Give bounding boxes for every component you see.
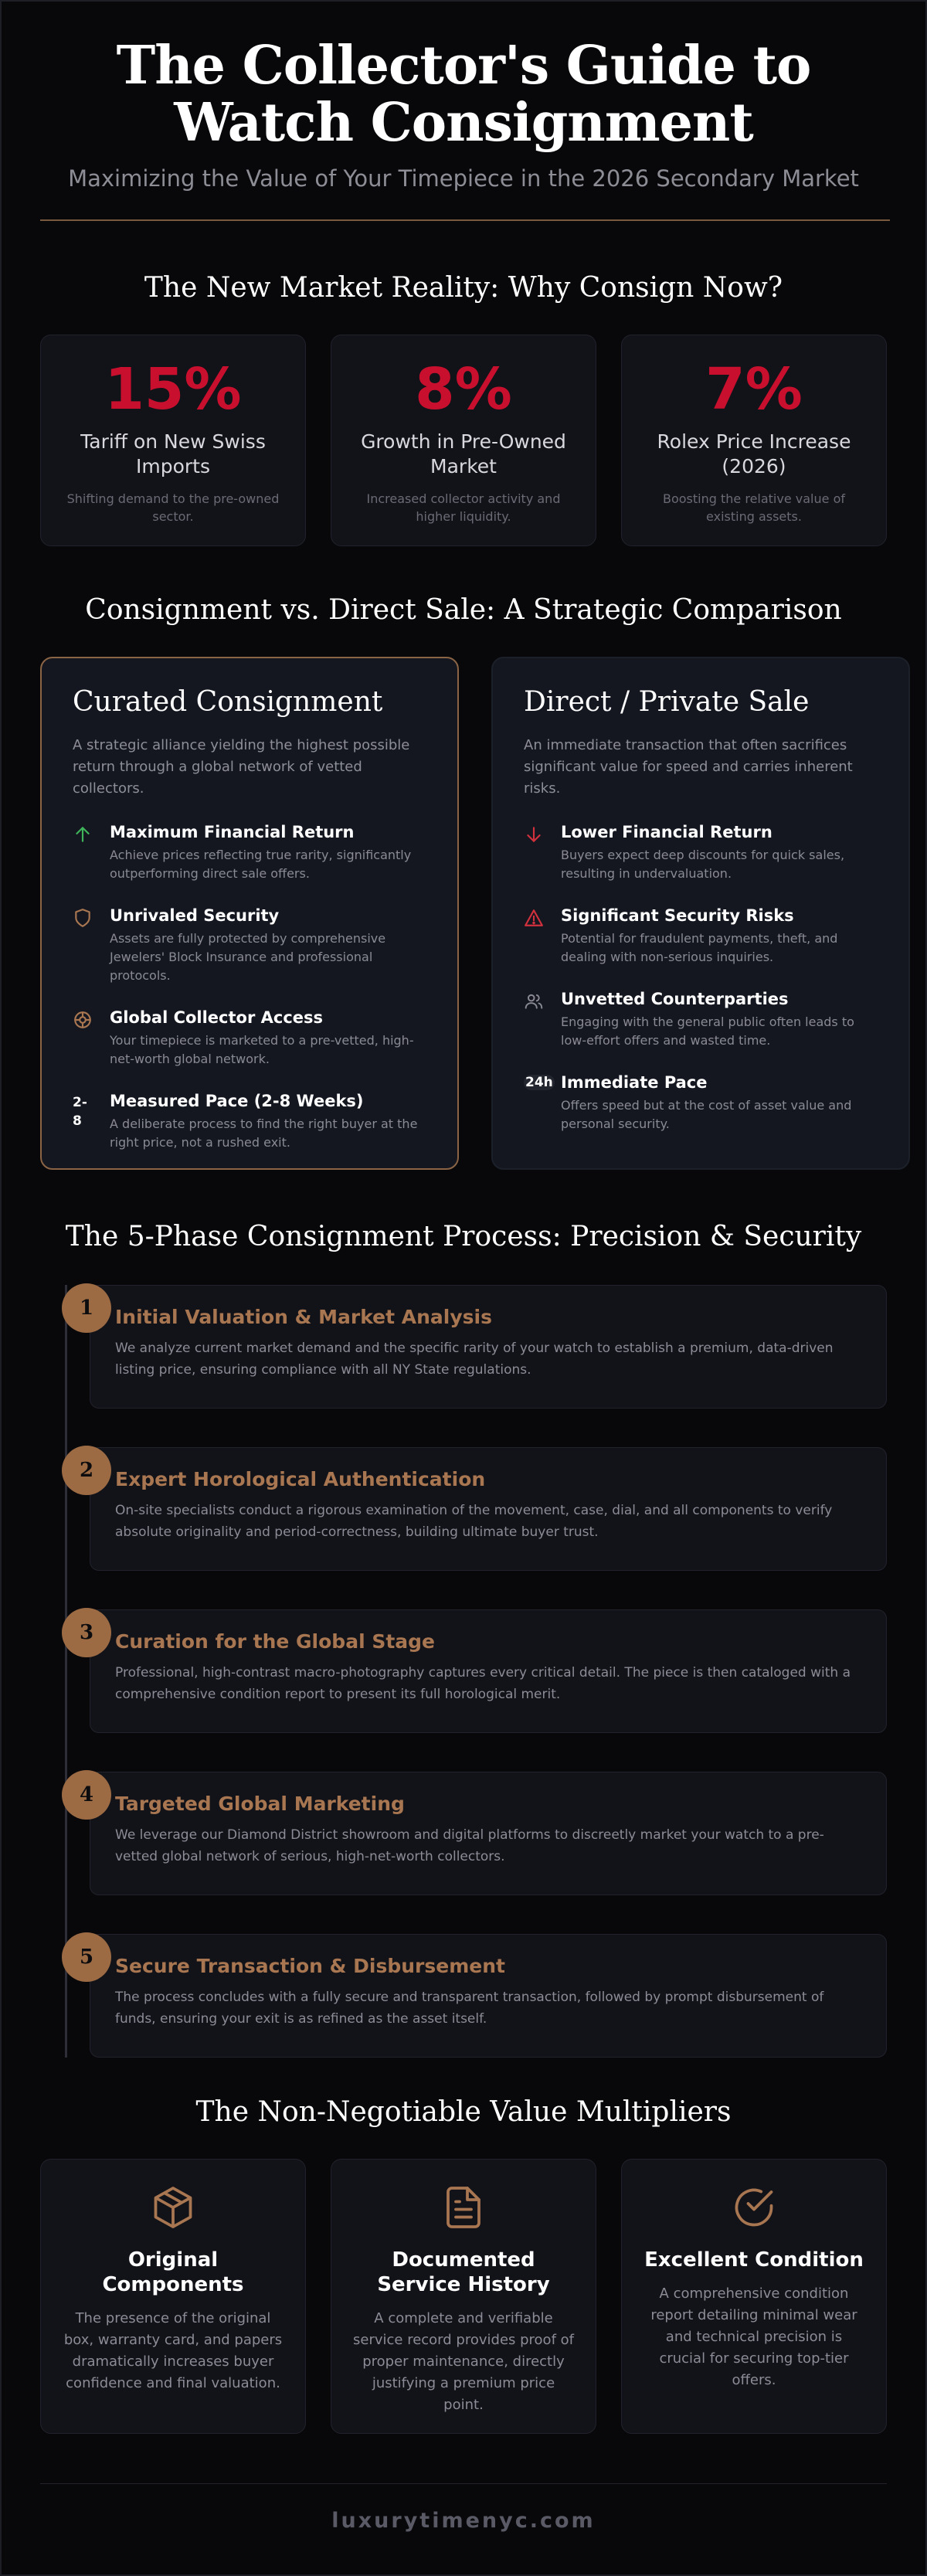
- multiplier-card: [331, 2159, 596, 2434]
- step-title: Curation for the Global Stage: [115, 1630, 436, 1653]
- card-intro: An immediate transaction that often sacrifices significant value for speed and carries inherent risks.: [524, 737, 853, 797]
- risk-item: [524, 1073, 878, 1133]
- step-number: 5: [62, 1932, 111, 1982]
- crosshair-icon: [73, 1008, 100, 1069]
- benefit-item: [73, 1092, 426, 1152]
- step-title: Initial Valuation & Market Analysis: [115, 1306, 492, 1328]
- stats-section-title: The New Market Reality: Why Consign Now?: [144, 272, 783, 304]
- risk-title: Immediate Pace: [561, 1073, 708, 1092]
- step-title: Expert Horological Authentication: [115, 1468, 486, 1490]
- pace-badge: 2-8: [73, 1095, 87, 1129]
- step-description: The process concludes with a fully secure and transparent transaction, followed by prompt disbursement of funds, ensuring your exit is as refined as the asset itself.: [115, 1990, 824, 2027]
- stat-card: [621, 335, 887, 546]
- multiplier-card: [621, 2159, 887, 2434]
- benefit-title: Global Collector Access: [110, 1008, 324, 1027]
- process-step: [79, 1772, 887, 1895]
- stat-card: [331, 335, 596, 546]
- benefit-title: Measured Pace (2-8 Weeks): [110, 1092, 364, 1110]
- comparison-row: [40, 657, 887, 1170]
- shield-icon: [73, 906, 100, 985]
- multipliers-row: [40, 2159, 887, 2434]
- pace-badge: 24h: [525, 1075, 553, 1090]
- step-description: Professional, high-contrast macro-photography captures every critical detail. The piece is then cataloged with a comprehensive condition report to present its full horological merit.: [115, 1665, 851, 1702]
- arrow-down-icon: [524, 823, 552, 883]
- multiplier-description: The presence of the original box, warranty card, and papers dramatically increases buyer confidence and final valuation.: [63, 2310, 283, 2391]
- step-number: 4: [62, 1770, 111, 1820]
- risk-item: [524, 906, 878, 967]
- document-icon: [331, 2184, 596, 2234]
- multiplier-title: Excellent Condition: [644, 2248, 864, 2272]
- step-title: Secure Transaction & Disbursement: [115, 1955, 505, 1977]
- footer-domain-link[interactable]: luxurytimenyc.com: [331, 2509, 596, 2533]
- benefit-description: Your timepiece is marketed to a pre-vetted, high-net-worth global network.: [110, 1033, 414, 1066]
- multiplier-card: [40, 2159, 306, 2434]
- header: [40, 2, 887, 221]
- curated-consignment-card: [40, 657, 459, 1170]
- process-step: [79, 1609, 887, 1733]
- stats-row: [40, 335, 887, 546]
- multiplier-description: A complete and verifiable service record provides proof of proper maintenance, directly justifying a premium price point.: [353, 2310, 574, 2413]
- arrow-up-icon: [73, 823, 100, 883]
- step-number: 1: [62, 1283, 111, 1333]
- process-timeline: [40, 1285, 887, 2058]
- footer-divider: [40, 2483, 887, 2484]
- risk-title: Lower Financial Return: [561, 823, 772, 841]
- risk-description: Offers speed but at the cost of asset value and personal security.: [561, 1098, 852, 1131]
- multiplier-title: Original Components: [102, 2248, 244, 2296]
- header-divider: [40, 219, 890, 221]
- step-number: 3: [62, 1608, 111, 1657]
- process-step: [79, 1285, 887, 1409]
- users-icon: [524, 990, 552, 1050]
- benefit-description: Assets are fully protected by comprehensive Jewelers' Block Insurance and professional protocols.: [110, 931, 386, 983]
- step-description: We leverage our Diamond District showroom and digital platforms to discreetly market your watch to a pre-vetted global network of serious, high-net-worth collectors.: [115, 1827, 824, 1864]
- risk-title: Unvetted Counterparties: [561, 990, 789, 1008]
- card-heading: Direct / Private Sale: [524, 686, 810, 718]
- benefit-description: Achieve prices reflecting true rarity, significantly outperforming direct sale offers.: [110, 848, 412, 881]
- box-icon: [41, 2184, 305, 2234]
- multiplier-description: A comprehensive condition report detailing minimal wear and technical precision is crucial for securing top-tier offers.: [650, 2285, 857, 2388]
- warning-icon: [524, 906, 552, 967]
- stat-description: Boosting the relative value of existing assets.: [663, 491, 845, 524]
- multipliers-section-title: The Non-Negotiable Value Multipliers: [195, 2096, 732, 2128]
- stat-description: Increased collector activity and higher liquidity.: [366, 491, 561, 524]
- card-heading: Curated Consignment: [73, 686, 383, 718]
- direct-sale-card: [491, 657, 910, 1170]
- risk-item: [524, 990, 878, 1050]
- step-description: We analyze current market demand and the specific rarity of your watch to establish a premium, data-driven listing price, ensuring compliance with all NY State regulations.: [115, 1341, 834, 1378]
- risk-description: Buyers expect deep discounts for quick sales, resulting in undervaluation.: [561, 848, 845, 881]
- stat-value: 15%: [104, 356, 242, 423]
- stat-label: Rolex Price Increase (2026): [657, 430, 851, 477]
- risk-description: Engaging with the general public often leads to low-effort offers and wasted time.: [561, 1014, 854, 1048]
- step-number: 2: [62, 1446, 111, 1495]
- stat-description: Shifting demand to the pre-owned sector.: [66, 491, 280, 524]
- stat-label: Growth in Pre-Owned Market: [361, 430, 566, 477]
- step-description: On-site specialists conduct a rigorous examination of the movement, case, dial, and all components to verify absolute originality and period-correctness, building ultimate buyer trust.: [115, 1503, 833, 1540]
- benefit-item: [73, 906, 426, 985]
- stat-label: Tariff on New Swiss Imports: [80, 430, 266, 477]
- stat-value: 7%: [705, 356, 803, 423]
- process-section-title: The 5-Phase Consignment Process: Precision & Security: [65, 1221, 862, 1252]
- stat-value: 8%: [415, 356, 512, 423]
- card-intro: A strategic alliance yielding the highest possible return through a global network of vetted collectors.: [73, 737, 410, 797]
- benefit-title: Maximum Financial Return: [110, 823, 355, 841]
- process-step: [79, 1934, 887, 2058]
- page-title: The Collector's Guide to Watch Consignment: [116, 35, 811, 154]
- benefit-title: Unrivaled Security: [110, 906, 280, 925]
- stat-card: [40, 335, 306, 546]
- process-step: [79, 1447, 887, 1571]
- risk-item: [524, 823, 878, 883]
- benefit-item: [73, 823, 426, 883]
- risk-description: Potential for fraudulent payments, theft, and dealing with non-serious inquiries.: [561, 931, 838, 964]
- page-subtitle: Maximizing the Value of Your Timepiece in the 2026 Secondary Market: [68, 165, 859, 192]
- step-title: Targeted Global Marketing: [115, 1793, 405, 1815]
- comparison-section-title: Consignment vs. Direct Sale: A Strategic Comparison: [85, 594, 842, 626]
- benefit-item: [73, 1008, 426, 1069]
- benefit-description: A deliberate process to find the right buyer at the right price, not a rushed exit.: [110, 1116, 418, 1150]
- multiplier-title: Documented Service History: [377, 2248, 550, 2296]
- risk-title: Significant Security Risks: [561, 906, 794, 925]
- check-circle-icon: [622, 2184, 886, 2234]
